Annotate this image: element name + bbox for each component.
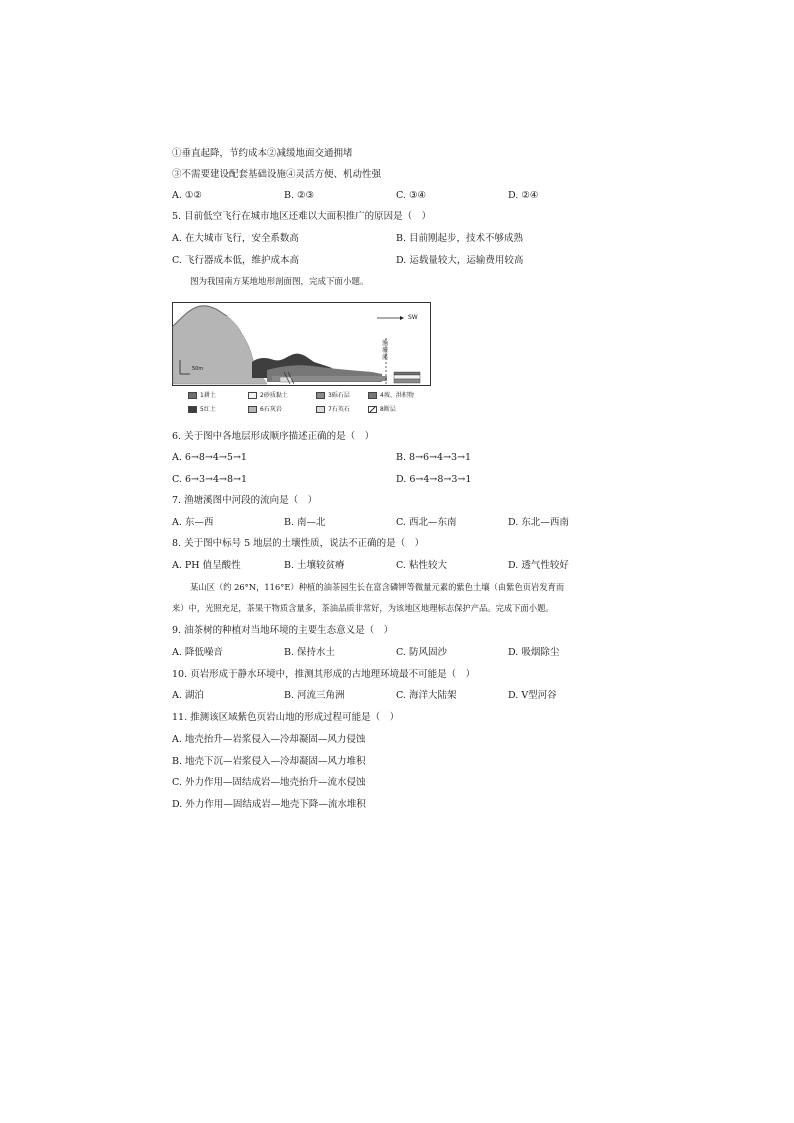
q9-option-b: B. 保持水土	[284, 647, 336, 658]
q9-option-a: A. 降低噪音	[172, 647, 223, 658]
question-10: 10. 页岩形成于静水环境中，推测其形成的古地理环境最不可能是（ ）	[172, 669, 476, 680]
legend-item-3	[316, 392, 350, 400]
q5-option-b: B. 目前刚起步，技术不够成熟	[396, 233, 524, 244]
legend-label: 1耕土	[200, 392, 216, 399]
question-7: 7. 渔塘溪图中河段的流向是（ ）	[172, 495, 318, 506]
q7-option-c: C. 西北—东南	[396, 517, 457, 528]
legend-item-4	[368, 392, 414, 400]
legend-swatch	[188, 406, 197, 413]
q4-option-c: C. ③④	[396, 190, 427, 201]
legend-item-8	[368, 406, 396, 414]
q4-option-a: A. ①②	[172, 190, 202, 201]
q10-option-a: A. 湖泊	[172, 690, 204, 701]
q5-option-d: D. 运载量较大，运输费用较高	[396, 255, 524, 266]
q7-option-a: A. 东—西	[172, 517, 214, 528]
q11-option-d: D. 外力作用—固结成岩—地壳下降—流水堆积	[172, 799, 366, 810]
legend-label: 8断层	[380, 406, 396, 413]
legend-item-6	[248, 406, 282, 414]
direction-arrow-head	[400, 316, 404, 320]
legend-label: 4坡、洪积物	[380, 392, 414, 399]
question-11: 11. 推测该区域紫色页岩山地的形成过程可能是（ ）	[172, 712, 400, 723]
question-5: 5. 目前低空飞行在城市地区还难以大面积推广的原因是（ ）	[172, 211, 432, 222]
legend-swatch	[368, 406, 377, 413]
q10-option-d: D. V型河谷	[508, 690, 557, 701]
legend-swatch	[188, 392, 197, 399]
q8-option-c: C. 粘性较大	[396, 560, 447, 571]
q6-option-c: C. 6→3→4→8→1	[172, 474, 248, 485]
legend-item-5	[188, 406, 216, 414]
legend-swatch	[368, 392, 377, 399]
q7-option-b: B. 南—北	[284, 517, 326, 528]
legend-swatch	[316, 392, 325, 399]
legend-swatch	[248, 406, 257, 413]
legend-item-1	[188, 392, 216, 400]
q9-option-d: D. 吸烟除尘	[508, 647, 560, 658]
scale-label: 50m	[192, 366, 204, 372]
question-9: 9. 油茶树的种植对当地环境的主要生态意义是（ ）	[172, 625, 394, 636]
terrain-profile-svg	[172, 298, 432, 420]
q11-option-c: C. 外力作用—固结成岩—地壳抬升—流水侵蚀	[172, 777, 366, 788]
q10-option-c: C. 海洋大陆架	[396, 690, 457, 701]
q8-option-d: D. 透气性较好	[508, 560, 569, 571]
quartzite-block	[280, 377, 292, 382]
legend-item-7	[316, 406, 350, 414]
q11-option-b: B. 地壳下沉—岩浆侵入—冷却凝固—风力堆积	[172, 756, 366, 767]
legend-label: 2砂质黏土	[260, 392, 288, 399]
q8-option-a: A. PH 值呈酸性	[172, 560, 241, 571]
terrain-profile-figure	[172, 298, 432, 420]
q7-option-d: D. 东北—西南	[508, 517, 569, 528]
q9-option-c: C. 防风固沙	[396, 647, 447, 658]
river-label: 渔塘溪	[382, 340, 389, 361]
direction-label: SW	[408, 314, 418, 321]
legend-label: 5红土	[200, 406, 216, 413]
passage-line-2: 来）中，光照充足，茶果干物质含量多，茶油品质非常好，为该地区地理标志保护产品。完成下面小题。	[172, 603, 554, 613]
legend-label: 7石英石	[328, 406, 350, 413]
figure-intro: 图为我国南方某地地形剖面图，完成下面小题。	[190, 277, 369, 287]
q4-option-b: B. ②③	[284, 190, 315, 201]
passage-line-1: 某山区（约 26°N，116°E）种植的油茶园生长在富含磷钾等微量元素的紫色土壤（由紫色页岩发育而	[190, 582, 565, 592]
option-line-2: ③不需要建设配套基础设施④灵活方便、机动性强	[172, 169, 382, 180]
legend-swatch	[316, 406, 325, 413]
q6-option-a: A. 6→8→4→5→1	[172, 452, 247, 463]
q11-option-a: A. 地壳抬升—岩浆侵入—冷却凝固—风力侵蚀	[172, 734, 366, 745]
q5-option-a: A. 在大城市飞行，安全系数高	[172, 233, 299, 244]
question-8: 8. 关于图中标号 5 地层的土壤性质，说法不正确的是（ ）	[172, 538, 425, 549]
q6-option-d: D. 6→4→8→3→1	[396, 474, 472, 485]
legend-swatch	[248, 392, 257, 399]
terrace-middle	[394, 375, 420, 379]
legend-label: 6石灰岩	[260, 406, 282, 413]
q4-option-d: D. ②④	[508, 190, 539, 201]
terrace-top	[394, 372, 420, 375]
terrace-bottom	[394, 379, 420, 383]
q6-option-b: B. 8→6→4→3→1	[396, 452, 472, 463]
legend-label: 3砾石层	[328, 392, 350, 399]
q5-option-c: C. 飞行器成本低，维护成本高	[172, 255, 299, 266]
q8-option-b: B. 土壤较贫瘠	[284, 560, 345, 571]
q10-option-b: B. 河流三角洲	[284, 690, 345, 701]
legend-item-2	[248, 392, 288, 400]
question-6: 6. 关于图中各地层形成顺序描述正确的是（ ）	[172, 431, 375, 442]
option-line-1: ①垂直起降，节约成本②减缓地面交通拥堵	[172, 148, 353, 159]
